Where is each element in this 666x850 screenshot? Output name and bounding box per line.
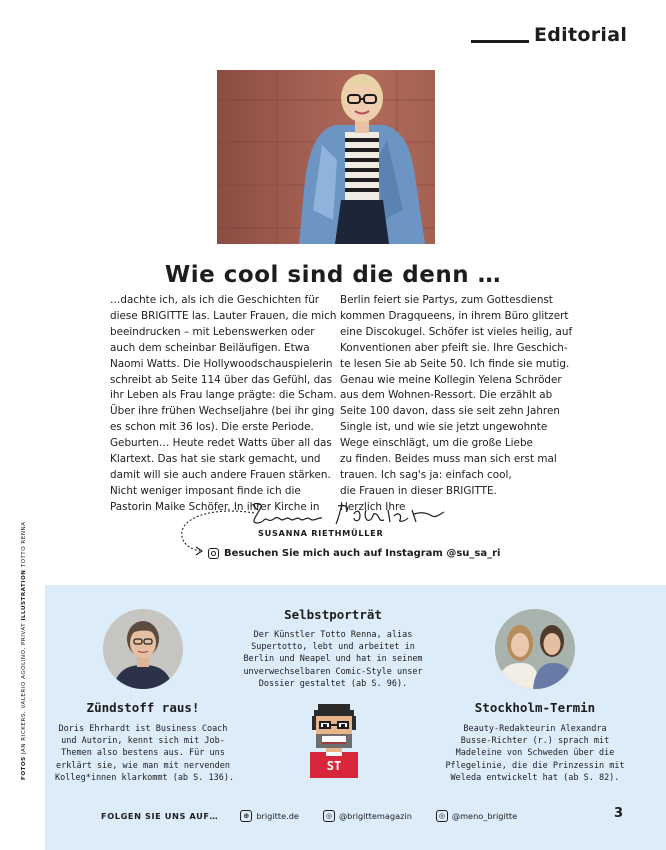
editor-photo	[217, 70, 435, 244]
text-line: Konventionen aber pfeift sie. Ihre Geschich-	[340, 341, 568, 354]
credit-fotos-text: JAN RICKERS, VALERIO AGOLINO, PRIVAT	[21, 620, 27, 757]
text-line: Berlin feiert sie Partys, zum Gottesdienst	[340, 294, 553, 306]
text-line: ihr Leben als Frau lange prägte: die Scham.	[110, 389, 337, 402]
text-line: auch dem scheinbar Beiläufigen. Etwa	[110, 341, 310, 354]
text-line: Single ist, und wie sie jetzt ungewohnte	[340, 421, 548, 434]
text-line: eine Discokugel. Schöfer ist vieles heilig, auf	[340, 325, 573, 338]
text-line: Klartext. Das hat sie stark gemacht, und	[110, 453, 321, 466]
avatar-stockholm-duo	[495, 609, 575, 689]
link-text: @brigittemagazin	[338, 811, 412, 821]
text-line: Seite 100 davon, dass sie seit zehn Jahren	[340, 405, 560, 418]
article-column-right	[340, 293, 573, 516]
text-line: die Frauen in dieser BRIGITTE.	[340, 484, 497, 497]
text-line: beeindrucken – mit Lebenswerken oder	[110, 325, 315, 338]
link-brigittemagazin[interactable]	[323, 810, 412, 822]
credit-illustration-text: TOTTO RENNA	[21, 521, 27, 570]
text-line: Berlin und Neapel und hat in seinem	[243, 654, 423, 665]
text-line: Pflegelinie, die die Prinzessin mit	[445, 760, 625, 771]
text-line: Busse-Richter (r.) sprach mit	[460, 736, 610, 747]
article-column-left	[110, 293, 337, 516]
text-line: Themen also bestens aus. Für uns	[61, 748, 225, 759]
instagram-icon: ◎	[323, 810, 335, 822]
text-line: Weleda entwickelt hat (ab S. 82).	[450, 772, 620, 783]
photo-credit	[21, 521, 27, 780]
text-line: Naomi Watts. Die Hollywoodschauspielerin	[110, 357, 333, 370]
instagram-text: Besuchen Sie mich auch auf Instagram @su_sa_ri	[224, 548, 501, 559]
instagram-icon: ◎	[436, 810, 448, 822]
box-text-selbstportraet	[233, 629, 433, 690]
follow-label: FOLGEN SIE UNS AUF…	[101, 811, 219, 821]
box-text-stockholm	[435, 723, 635, 784]
text-line: Wege einschlägt, um die große Liebe	[340, 437, 533, 450]
page-number: 3	[614, 806, 624, 821]
text-line: Herzlich Ihre	[340, 500, 406, 513]
pixel-art-portrait	[308, 702, 360, 778]
text-line: te lesen Sie ab Seite 50. Ich finde sie mutig.	[340, 357, 570, 370]
section-rule	[471, 40, 529, 43]
text-line: erklärt sie, wie man mit nervenden	[56, 760, 230, 771]
text-line: Geburten… Heute redet Watts über all das	[110, 437, 332, 450]
text-line: diese BRIGITTE las. Lauter Frauen, die mich	[110, 309, 337, 322]
box-title-stockholm: Stockholm-Termin	[474, 700, 596, 715]
box-title-zuendstoff: Zündstoff raus!	[86, 700, 200, 715]
text-line: Madeleine von Schweden über die	[455, 748, 615, 759]
signature-name: SUSANNA RIETHMÜLLER	[258, 528, 384, 538]
credit-label-illustration: ILLUSTRATION	[21, 569, 27, 621]
text-line: es schon mit 36 los). Die erste Periode.	[110, 421, 314, 434]
box-title-selbstportraet: Selbstporträt	[284, 607, 382, 622]
text-line: Beauty-Redakteurin Alexandra	[463, 724, 607, 734]
text-line: und Autorin, kennt sich mit Job-	[61, 736, 225, 747]
text-line: aus dem Wohnen-Ressort. Die erzählt ab	[340, 389, 553, 402]
link-brigitte-de[interactable]	[240, 810, 299, 822]
text-line: Kolleg*innen klarkommt (ab S. 136).	[55, 772, 235, 783]
text-line: Dossier gestaltet (ab S. 96).	[258, 678, 408, 689]
instagram-link[interactable]	[208, 548, 500, 559]
text-line: Supertotto, lebt und arbeitet in	[251, 642, 415, 653]
text-line: zu finden. Beides muss man sich erst mal	[340, 453, 557, 466]
text-line: schreibt ab Seite 114 über das Gefühl, das	[110, 373, 333, 386]
link-text: brigitte.de	[256, 811, 299, 821]
social-footer	[101, 810, 541, 822]
box-text-zuendstoff	[55, 723, 235, 784]
globe-icon: ⊕	[240, 810, 252, 822]
section-title: Editorial	[534, 24, 628, 46]
handwritten-signature	[250, 500, 445, 530]
text-line: unverwechselbaren Comic-Style unser	[243, 666, 423, 677]
text-line: Der Künstler Totto Renna, alias	[253, 630, 413, 640]
text-line: Über ihre frühen Wechseljahre (bei ihr ging	[110, 405, 335, 418]
text-line: Pastorin Maike Schöfer. In ihrer Kirche in	[110, 500, 320, 513]
avatar-doris-ehrhardt	[103, 609, 183, 689]
text-line: …dachte ich, als ich die Geschichten für	[110, 294, 320, 306]
link-meno-brigitte[interactable]	[436, 810, 517, 822]
article-headline: Wie cool sind die denn …	[164, 262, 502, 288]
text-line: kommen Dragqueens, in ihrem Büro glitzert	[340, 309, 569, 322]
instagram-icon	[208, 548, 219, 559]
text-line: Genau wie meine Kollegin Yelena Schröder	[340, 373, 562, 386]
credit-label-fotos: FOTOS	[21, 756, 27, 780]
text-line: Nicht weniger imposant finde ich die	[110, 484, 301, 497]
text-line: trauen. Ich sag's ja: einfach cool,	[340, 468, 512, 481]
link-text: @meno_brigitte	[451, 811, 518, 821]
text-line: Doris Ehrhardt ist Business Coach	[58, 724, 228, 734]
text-line: damit will sie auch andere Frauen stärken.	[110, 468, 331, 481]
pixel-badge-text: ST	[326, 759, 342, 773]
